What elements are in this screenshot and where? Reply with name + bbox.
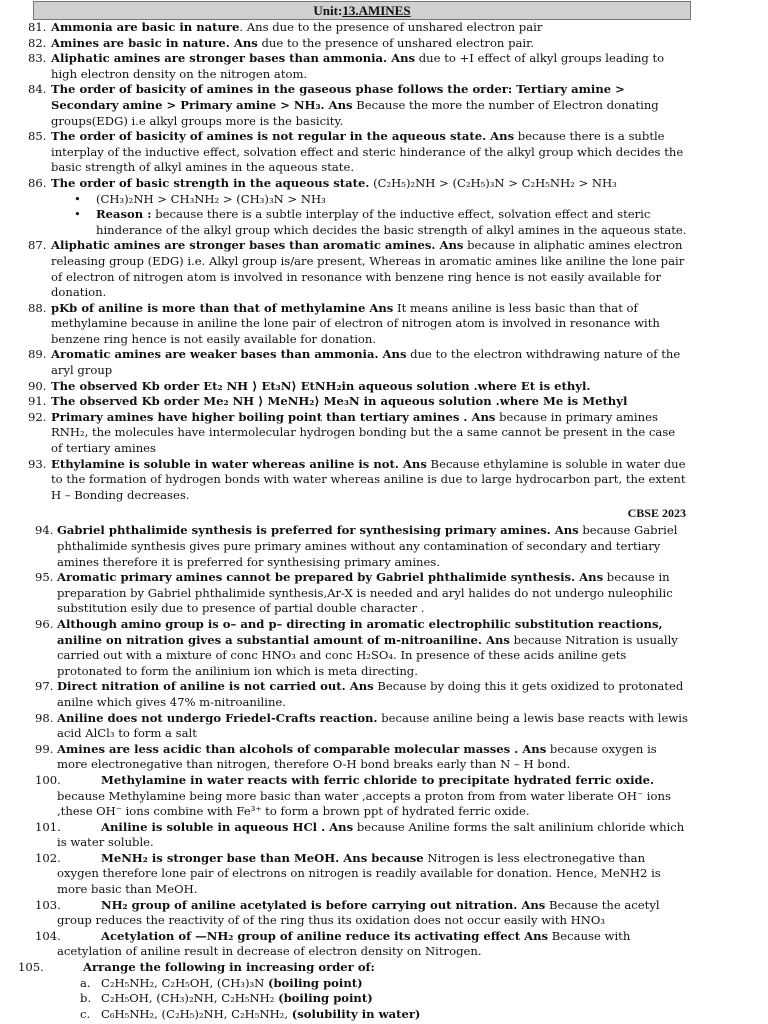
sub-criterion: (boiling point) <box>267 975 363 990</box>
question-item <box>0 176 768 192</box>
question-105 <box>0 960 768 976</box>
answer-text: Nitrogen is less electronegative than oxygen therefore lone pair of electrons on nitrogen is readily available for donation. Hence, MeNH2 is more basic than MeOH. <box>57 850 661 897</box>
question-item <box>0 742 768 773</box>
question-text: Aliphatic amines are stronger bases than aromatic amines. Ans <box>51 238 464 253</box>
answer-text: because Gabriel phthalimide synthesis gives pure primary amines without any contamination of secondary and tertiary amines therefore it is preferred for synthesising primary amines. <box>57 523 678 569</box>
question-text: Amines are less acidic than alcohols of comparable molecular masses . Ans <box>57 741 547 756</box>
bullet-icon: • <box>74 191 81 206</box>
question-text: The observed Kb order Et₂ NH ⟩ Et₃N⟩ EtNH₂in aqueous solution .where Et is ethyl. <box>51 378 591 393</box>
question-item <box>0 238 768 300</box>
question-number: 96. <box>35 616 54 631</box>
question-number: 98. <box>35 710 54 725</box>
question-text: Primary amines have higher boiling point than tertiary amines . Ans <box>51 409 496 424</box>
bullet-text: (CH₃)₂NH > CH₃NH₂ > (CH₃)₃N > NH₃ <box>96 191 326 206</box>
question-item <box>0 820 768 851</box>
question-item <box>0 929 768 960</box>
sub-text: C₂H₅OH, (CH₃)₂NH, C₂H₅NH₂ <box>101 991 279 1006</box>
question-item <box>0 457 768 504</box>
question-text: The observed Kb order Me₂ NH ⟩ MeNH₂⟩ Me₃N in aqueous solution .where Me is Methyl <box>51 394 628 409</box>
question-text: The order of basic strength in the aqueous state. <box>51 175 370 190</box>
question-text: Aniline is soluble in aqueous HCl . Ans <box>101 819 354 834</box>
question-item <box>0 379 768 395</box>
question-number: 81. <box>28 20 47 34</box>
question-item <box>0 129 768 176</box>
question-item <box>0 617 768 679</box>
question-number: 89. <box>28 347 47 362</box>
sub-text: C₆H₅NH₂, (C₂H₅)₂NH, C₂H₅NH₂, <box>101 1006 292 1021</box>
question-number: 97. <box>35 679 54 694</box>
answer-text: Because by doing this it gets oxidized to protonated anilne which gives 47% m-nitroaniline. <box>57 679 684 709</box>
question-item <box>0 570 768 617</box>
question-text: Aliphatic amines are stronger bases than ammonia. Ans <box>51 51 416 66</box>
unit-header <box>33 1 691 20</box>
question-number: 104. <box>35 928 61 943</box>
answer-text: due to the electron withdrawing nature of the aryl group <box>51 347 681 378</box>
question-number: 87. <box>28 238 47 253</box>
question-text: Arrange the following in increasing order of: <box>83 960 375 975</box>
answer-text: because there is a subtle interplay of the inductive effect, solvation effect and steric hinderance of the alkyl group which decides the basic strength of alkyl amines in the aqueous state. <box>51 129 684 175</box>
answer-text: . Ans due to the presence of unshared electron pair <box>239 20 543 34</box>
bullet-icon: • <box>74 207 81 222</box>
cbse-label: CBSE 2023 <box>627 506 686 521</box>
question-item <box>0 82 768 129</box>
question-number: 91. <box>28 394 47 409</box>
answer-text: because oxygen is more electronegative than nitrogen, therefore O-H bond breaks early than N – H bond. <box>57 741 657 772</box>
question-text: Methylamine in water reacts with ferric chloride to precipitate hydrated ferric oxide. <box>101 772 655 787</box>
question-number: 99. <box>35 741 54 756</box>
question-number: 84. <box>28 82 47 97</box>
question-number: 92. <box>28 409 47 424</box>
sub-item <box>0 976 768 992</box>
question-item <box>0 20 768 36</box>
unit-title: 13.AMINES <box>342 3 411 18</box>
answer-text: Because the more the number of Electron donating groups(EDG) i.e alkyl groups more is the basicity. <box>51 97 659 128</box>
question-item <box>0 711 768 742</box>
cbse-row <box>0 503 768 523</box>
question-item <box>0 301 768 348</box>
question-number: 100. <box>35 772 61 787</box>
sub-letter: a. <box>80 975 91 990</box>
answer-text: because in primary amines RNH₂, the molecules have intermolecular hydrogen bonding but the a same cannot be present in the case of tertiary amines <box>51 409 676 456</box>
question-number: 101. <box>35 819 61 834</box>
answer-text: Because with acetylation of aniline result in decrease of electron density on Nitrogen. <box>57 928 631 959</box>
question-number: 86. <box>28 175 47 190</box>
question-item <box>0 36 768 52</box>
question-text: Ammonia are basic in nature <box>51 20 240 34</box>
question-list <box>0 20 768 1022</box>
answer-text: because Nitration is usually carried out with a mixture of conc HNO₃ and conc H₂SO₄. In presence of these acids aniline gets protonated to form the anilinium ion which is meta directing. <box>57 632 678 678</box>
question-item <box>0 347 768 378</box>
question-text: pKb of aniline is more than that of methylamine Ans <box>51 300 394 315</box>
question-item <box>0 851 768 898</box>
question-text: Ethylamine is soluble in water whereas aniline is not. Ans <box>51 456 427 471</box>
answer-text: It means aniline is less basic than that of methylamine because in aniline the lone pair of electron of nitrogen atom is involved in resonance with benzene ring hence is not easily available for donation. <box>51 300 660 346</box>
answer-text: Because ethylamine is soluble in water due to the formation of hydrogen bonds with water whereas aniline is due to large hydrocarbon part, the extent H – Bonding decreases. <box>51 456 686 502</box>
question-text: Aniline does not undergo Friedel-Crafts reaction. <box>57 710 378 725</box>
question-text: NH₂ group of aniline acetylated is before carrying out nitration. Ans <box>101 897 546 912</box>
question-number: 105. <box>18 960 44 975</box>
question-number: 102. <box>35 850 61 865</box>
question-text: Gabriel phthalimide synthesis is preferred for synthesising primary amines. Ans <box>57 523 579 538</box>
question-item <box>0 679 768 710</box>
answer-text: because Aniline forms the salt anilinium chloride which is water soluble. <box>57 819 685 850</box>
question-number: 83. <box>28 51 47 66</box>
bullet-bold: Reason : <box>96 207 152 222</box>
answer-text: because in aliphatic amines electron releasing group (EDG) i.e. Alkyl group is/are present, Whereas in aromatic amines like aniline the lone pair of electron of nitrogen atom is involved in resonance with benzene ring hence is not easily available for donation. <box>51 238 685 300</box>
answer-text: (C₂H₅)₂NH > (C₂H₅)₃N > C₂H₅NH₂ > NH₃ <box>369 175 617 190</box>
question-text: Acetylation of —NH₂ group of aniline reduce its activating effect Ans <box>101 928 549 943</box>
question-number: 82. <box>28 35 47 50</box>
answer-text: due to the presence of unshared electron pair. <box>257 35 535 50</box>
sub-criterion: (solubility in water) <box>291 1006 421 1021</box>
sub-item <box>0 991 768 1007</box>
question-item <box>0 898 768 929</box>
answer-text: Because the acetyl group reduces the reactivity of of the ring thus its oxidation does not occur easily with HNO₃ <box>57 897 660 928</box>
question-text: Although amino group is o– and p– directing in aromatic electrophilic substitution reactions, aniline on nitration gives a substantial amount of m-nitroaniline. Ans <box>57 616 663 647</box>
sub-item <box>0 1007 768 1023</box>
question-item <box>0 394 768 410</box>
question-text: Amines are basic in nature. Ans <box>51 35 258 50</box>
answer-text: due to +I effect of alkyl groups leading to high electron density on the nitrogen atom. <box>51 51 665 81</box>
question-number: 93. <box>28 456 47 471</box>
answer-text: because in preparation by Gabriel phthalimide synthesis,Ar-X is needed and aryl halides do not undergo nuleophilic substitution esily due to presence of partial double character . <box>57 570 673 616</box>
question-item <box>0 51 768 82</box>
question-item <box>0 773 768 820</box>
sub-letter: c. <box>80 1006 91 1021</box>
question-item <box>0 410 768 457</box>
bullet-item <box>0 207 768 238</box>
bullet-item <box>0 192 768 208</box>
answer-text: because Methylamine being more basic than water ,accepts a proton from from water liberate OH⁻ ions ,these OH⁻ ions combine with Fe³⁺ to form a brown ppt of hydrated ferric oxide. <box>57 788 671 819</box>
question-text: MeNH₂ is stronger base than MeOH. Ans because <box>101 850 424 865</box>
sub-text: C₂H₅NH₂, C₂H₅OH, (CH₃)₃N <box>101 975 268 990</box>
question-text: Direct nitration of aniline is not carried out. Ans <box>57 679 374 694</box>
question-text: Aromatic amines are weaker bases than ammonia. Ans <box>51 347 407 362</box>
question-number: 95. <box>35 570 54 585</box>
bullet-text: because there is a subtle interplay of the inductive effect, solvation effect and steric hinderance of the alkyl group which decides the basic strength of alkyl amines in the aqueous state. <box>96 207 687 237</box>
question-item <box>0 523 768 570</box>
question-number: 90. <box>28 378 47 393</box>
question-text: Aromatic primary amines cannot be prepared by Gabriel phthalimide synthesis. Ans <box>57 570 604 585</box>
question-number: 88. <box>28 300 47 315</box>
question-text: The order of basicity of amines is not regular in the aqueous state. Ans <box>51 129 515 144</box>
question-number: 94. <box>35 523 54 538</box>
answer-text: because aniline being a lewis base reacts with lewis acid AlCl₃ to form a salt <box>57 710 688 741</box>
question-text: The order of basicity of amines in the gaseous phase follows the order: Tertiary amine > Secondary amine > Primary amine > NH₃. Ans <box>51 82 625 112</box>
sub-criterion: (boiling point) <box>278 991 373 1006</box>
sub-letter: b. <box>80 991 92 1006</box>
unit-prefix: Unit: <box>313 3 343 18</box>
question-number: 103. <box>35 897 61 912</box>
question-number: 85. <box>28 129 47 144</box>
